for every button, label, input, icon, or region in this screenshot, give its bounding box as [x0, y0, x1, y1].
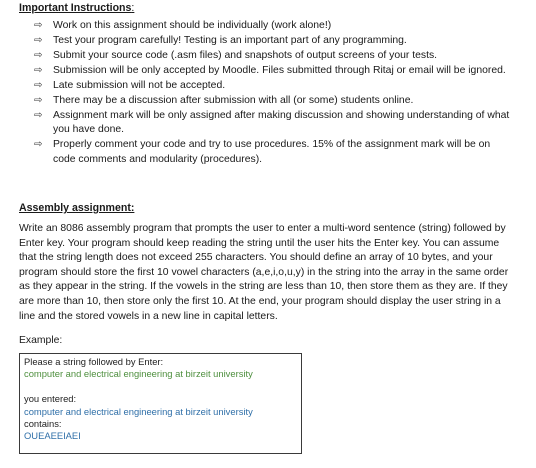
right-arrow-icon: ⇨: [34, 80, 43, 91]
right-arrow-icon: ⇨: [34, 65, 43, 76]
right-arrow-icon: ⇨: [34, 50, 43, 61]
example-label: Example:: [19, 335, 63, 346]
instructions-heading-colon: :: [131, 2, 135, 14]
console-blank-line: [24, 381, 297, 393]
list-item-text: There may be a discussion after submission with all (or some) students online.: [53, 95, 414, 106]
list-item: [34, 64, 514, 78]
right-arrow-icon: ⇨: [34, 35, 43, 46]
list-item-text: Properly comment your code and try to use procedures. 15% of the assignment mark will be on code comments and modularity (procedures).: [53, 139, 491, 165]
example-console-output: [19, 353, 302, 454]
instructions-heading: [19, 1, 134, 15]
console-vowels-output: OUEAEEIAEI: [24, 430, 81, 442]
list-item-text: Test your program carefully! Testing is an important part of any programming.: [53, 35, 407, 46]
list-item-text: Late submission will not be accepted.: [53, 80, 226, 91]
right-arrow-icon: ⇨: [34, 110, 43, 121]
console-user-input: computer and electrical engineering at birzeit university: [24, 368, 253, 380]
list-item: [34, 34, 514, 48]
right-arrow-icon: ⇨: [34, 20, 43, 31]
console-contains-label: contains:: [24, 418, 62, 430]
list-item: [34, 109, 514, 138]
list-item: [34, 79, 514, 93]
list-item: [34, 19, 514, 33]
list-item-text: Assignment mark will be only assigned after making discussion and showing understanding of what you have done.: [53, 110, 510, 136]
console-entered-label: you entered:: [24, 393, 77, 405]
instructions-list: [34, 19, 514, 168]
right-arrow-icon: ⇨: [34, 95, 43, 106]
assignment-heading: Assembly assignment:: [19, 202, 135, 214]
instructions-heading-text: Important Instructions: [19, 2, 132, 14]
list-item-text: Work on this assignment should be individually (work alone!): [53, 20, 332, 31]
list-item: [34, 49, 514, 63]
list-item-text: Submit your source code (.asm files) and snapshots of output screens of your tests.: [53, 50, 438, 61]
assignment-description: Write an 8086 assembly program that prompts the user to enter a multi-word sentence (string) followed by Enter key. Your program should keep reading the string until the user hits the Enter key. You can assume that the string length does not exceed 255 characters. You should define an array of 10 bytes, and your program should store the first 10 vowel characters (a,e,i,o,u,y) in the string into the array in the same order as they appear in the string. If the vowels in the string are less than 10, then store them as they are. If they are more than 10, then store only the first 10. At the end, your program should display the user string in a line and the stored vowels in a new line in capital letters.: [19, 223, 509, 322]
list-item: [34, 94, 514, 108]
right-arrow-icon: ⇨: [34, 139, 43, 151]
console-entered-value: computer and electrical engineering at birzeit university: [24, 405, 253, 417]
list-item-text: Submission will be only accepted by Moodle. Files submitted through Ritaj or email will be ignored.: [53, 65, 506, 76]
list-item: [34, 138, 514, 167]
console-prompt: Please a string followed by Enter:: [24, 356, 164, 367]
